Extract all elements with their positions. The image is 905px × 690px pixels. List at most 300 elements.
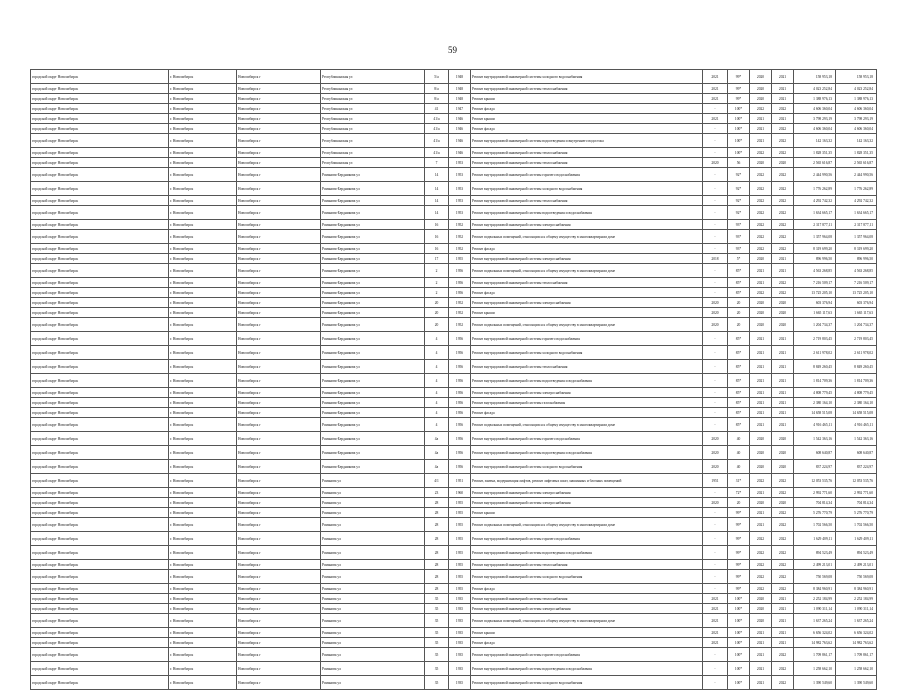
locality-cell: Новосибирск г: [237, 148, 321, 158]
plan-end-cell: 2022: [772, 648, 794, 662]
wear-percent-cell: 92*: [728, 206, 750, 220]
work-type-cell: Ремонт фасада: [471, 104, 703, 114]
house-number-cell: 35: [425, 662, 449, 676]
year-built-cell: 1956: [449, 288, 471, 298]
house-number-cell: 14: [425, 168, 449, 182]
street-cell: Республиканская ул: [321, 94, 425, 104]
street-cell: Романова ул: [321, 584, 425, 594]
table-row: [31, 298, 877, 308]
work-type-cell: Ремонт внутридомовой инженерной системы водоотведения и водоснабжения: [471, 546, 703, 560]
cost-cell: 1 814 709,36: [794, 374, 836, 388]
plan-end-cell: 2021: [772, 398, 794, 408]
table-row: [31, 398, 877, 408]
locality-cell: Новосибирск г: [237, 278, 321, 288]
cost-cell: 2 719 803,45: [794, 332, 836, 346]
plan-start-cell: 2022: [750, 570, 772, 584]
city-cell: г. Новосибирск: [169, 230, 237, 244]
cost-cell: 14 982 763,62: [794, 638, 836, 648]
plan-start-cell: 2022: [750, 230, 772, 244]
year-built-cell: 1952: [449, 318, 471, 332]
plan-start-cell: 2021: [750, 346, 772, 360]
cost-cell: 8 319 699,20: [794, 244, 836, 254]
table-row: [31, 628, 877, 638]
table-row: [31, 508, 877, 518]
municipality-cell: городской округ Новосибирск: [31, 158, 169, 168]
work-type-cell: Ремонт внутридомовой инженерной системы горячего водоснабжения: [471, 648, 703, 662]
locality-cell: Новосибирск г: [237, 498, 321, 508]
plan-start-cell: 2022: [750, 244, 772, 254]
year-built-cell: 1947: [449, 104, 471, 114]
wear-percent-cell: 100*: [728, 134, 750, 148]
wear-percent-cell: 100*: [728, 628, 750, 638]
wear-percent-cell: 85*: [728, 264, 750, 278]
year-built-cell: 1955: [449, 498, 471, 508]
city-cell: г. Новосибирск: [169, 638, 237, 648]
house-number-cell: 7: [425, 158, 449, 168]
municipality-cell: городской округ Новосибирск: [31, 614, 169, 628]
street-cell: Романова ул: [321, 614, 425, 628]
table-row: [31, 570, 877, 584]
wear-percent-cell: 40: [728, 432, 750, 446]
table-row: [31, 662, 877, 676]
locality-cell: Новосибирск г: [237, 308, 321, 318]
wear-percent-cell: 100*: [728, 662, 750, 676]
table-row: [31, 148, 877, 158]
locality-cell: Новосибирск г: [237, 182, 321, 196]
plan-start-cell: 2021: [750, 374, 772, 388]
municipality-cell: городской округ Новосибирск: [31, 518, 169, 532]
plan-start-cell: 2020: [750, 446, 772, 460]
year-built-cell: 1956: [449, 460, 471, 474]
last-repair-year-cell: -: [703, 560, 728, 570]
plan-end-cell: 2021: [772, 604, 794, 614]
locality-cell: Новосибирск г: [237, 676, 321, 690]
table-row: [31, 346, 877, 360]
house-number-cell: 4а: [425, 460, 449, 474]
total-cost-cell: 4 606 360,04: [836, 124, 877, 134]
plan-start-cell: 2021: [750, 388, 772, 398]
total-cost-cell: 14 658 515,08: [836, 408, 877, 418]
total-cost-cell: 4 563 268,85: [836, 264, 877, 278]
cost-cell: 4 916 465,11: [794, 418, 836, 432]
plan-end-cell: 2021: [772, 594, 794, 604]
house-number-cell: 4: [425, 398, 449, 408]
wear-percent-cell: 100*: [728, 614, 750, 628]
wear-percent-cell: 85*: [728, 360, 750, 374]
municipality-cell: городской округ Новосибирск: [31, 254, 169, 264]
last-repair-year-cell: 2021: [703, 114, 728, 124]
work-type-cell: Ремонт внутридомовой инженерной системы электроснабжения: [471, 388, 703, 398]
work-type-cell: Ремонт фасада: [471, 584, 703, 594]
locality-cell: Новосибирск г: [237, 346, 321, 360]
plan-start-cell: 2022: [750, 474, 772, 488]
year-built-cell: 1935: [449, 648, 471, 662]
street-cell: Республиканская ул: [321, 148, 425, 158]
municipality-cell: городской округ Новосибирск: [31, 560, 169, 570]
cost-cell: 750 569,08: [794, 570, 836, 584]
house-number-cell: 14: [425, 196, 449, 206]
work-type-cell: Ремонт фасада: [471, 408, 703, 418]
work-type-cell: Ремонт подвальных помещений, относящихся к общему имуществу в многоквартирном доме: [471, 614, 703, 628]
total-cost-cell: 2 719 803,45: [836, 332, 877, 346]
work-type-cell: Ремонт внутридомовой инженерной системы горячего водоснабжения: [471, 332, 703, 346]
cost-cell: 2 565 616,87: [794, 158, 836, 168]
last-repair-year-cell: -: [703, 264, 728, 278]
year-built-cell: 1955: [449, 570, 471, 584]
year-built-cell: 1955: [449, 532, 471, 546]
cost-cell: 603 376,94: [794, 298, 836, 308]
table-row: [31, 264, 877, 278]
year-built-cell: 1948: [449, 70, 471, 84]
locality-cell: Новосибирск г: [237, 488, 321, 498]
table-row: [31, 244, 877, 254]
locality-cell: Новосибирск г: [237, 638, 321, 648]
table-row: [31, 230, 877, 244]
last-repair-year-cell: -: [703, 230, 728, 244]
last-repair-year-cell: 2020: [703, 158, 728, 168]
total-cost-cell: 8 384 960,91: [836, 584, 877, 594]
city-cell: г. Новосибирск: [169, 148, 237, 158]
last-repair-year-cell: -: [703, 220, 728, 230]
last-repair-year-cell: -: [703, 244, 728, 254]
last-repair-year-cell: 2021: [703, 604, 728, 614]
municipality-cell: городской округ Новосибирск: [31, 648, 169, 662]
total-cost-cell: 750 569,08: [836, 570, 877, 584]
house-number-cell: 41: [425, 104, 449, 114]
total-cost-cell: 4 606 360,04: [836, 104, 877, 114]
house-number-cell: 16: [425, 230, 449, 244]
total-cost-cell: 4 023 252,84: [836, 84, 877, 94]
municipality-cell: городской округ Новосибирск: [31, 360, 169, 374]
street-cell: Романова ул: [321, 498, 425, 508]
city-cell: г. Новосибирск: [169, 546, 237, 560]
table-row: [31, 318, 877, 332]
year-built-cell: 1948: [449, 84, 471, 94]
house-number-cell: 28: [425, 584, 449, 594]
year-built-cell: 1956: [449, 360, 471, 374]
total-cost-cell: 2 317 877,11: [836, 220, 877, 230]
house-number-cell: 17: [425, 254, 449, 264]
house-number-cell: 23: [425, 488, 449, 498]
city-cell: г. Новосибирск: [169, 662, 237, 676]
city-cell: г. Новосибирск: [169, 158, 237, 168]
year-built-cell: 1946: [449, 114, 471, 124]
total-cost-cell: 3 798 293,19: [836, 114, 877, 124]
plan-end-cell: 2020: [772, 298, 794, 308]
house-number-cell: 4: [425, 418, 449, 432]
municipality-cell: городской округ Новосибирск: [31, 196, 169, 206]
last-repair-year-cell: -: [703, 148, 728, 158]
last-repair-year-cell: -: [703, 104, 728, 114]
table-row: [31, 532, 877, 546]
plan-start-cell: 2021: [750, 628, 772, 638]
locality-cell: Новосибирск г: [237, 460, 321, 474]
last-repair-year-cell: -: [703, 360, 728, 374]
house-number-cell: 28: [425, 498, 449, 508]
work-type-cell: Ремонт фасада: [471, 288, 703, 298]
street-cell: Романова-Бердникова ул: [321, 388, 425, 398]
cost-cell: 4 292 742,32: [794, 196, 836, 206]
house-number-cell: 4а: [425, 446, 449, 460]
city-cell: г. Новосибирск: [169, 288, 237, 298]
street-cell: Романова-Бердникова ул: [321, 220, 425, 230]
last-repair-year-cell: -: [703, 398, 728, 408]
table-row: [31, 614, 877, 628]
street-cell: Республиканская ул: [321, 84, 425, 94]
municipality-cell: городской округ Новосибирск: [31, 676, 169, 690]
plan-end-cell: 2021: [772, 94, 794, 104]
plan-start-cell: 2020: [750, 604, 772, 614]
plan-start-cell: 2022: [750, 288, 772, 298]
total-cost-cell: 704 814,34: [836, 498, 877, 508]
plan-end-cell: 2022: [772, 134, 794, 148]
street-cell: Романова-Бердникова ул: [321, 168, 425, 182]
last-repair-year-cell: 2018: [703, 254, 728, 264]
municipality-cell: городской округ Новосибирск: [31, 374, 169, 388]
year-built-cell: 1948: [449, 94, 471, 104]
cost-cell: 2 611 978,02: [794, 346, 836, 360]
street-cell: Романова-Бердникова ул: [321, 308, 425, 318]
total-cost-cell: 142 163,32: [836, 134, 877, 148]
year-built-cell: 1956: [449, 446, 471, 460]
year-built-cell: 1935: [449, 662, 471, 676]
table-row: [31, 604, 877, 614]
last-repair-year-cell: 2021: [703, 628, 728, 638]
plan-end-cell: 2021: [772, 70, 794, 84]
cost-cell: 5 276 770,79: [794, 508, 836, 518]
wear-percent-cell: 99*: [728, 570, 750, 584]
wear-percent-cell: 85*: [728, 278, 750, 288]
plan-end-cell: 2021: [772, 418, 794, 432]
street-cell: Романова-Бердникова ул: [321, 346, 425, 360]
plan-end-cell: 2022: [772, 532, 794, 546]
city-cell: г. Новосибирск: [169, 220, 237, 230]
plan-end-cell: 2020: [772, 158, 794, 168]
table-row: [31, 288, 877, 298]
plan-end-cell: 2020: [772, 446, 794, 460]
house-number-cell: 4/1: [425, 474, 449, 488]
work-type-cell: Ремонт внутридомовой инженерной системы теплоснабжения: [471, 196, 703, 206]
plan-start-cell: 2021: [750, 662, 772, 676]
city-cell: г. Новосибирск: [169, 264, 237, 278]
city-cell: г. Новосибирск: [169, 570, 237, 584]
street-cell: Республиканская ул: [321, 124, 425, 134]
last-repair-year-cell: 1951: [703, 474, 728, 488]
cost-cell: 1 776 262,89: [794, 182, 836, 196]
cost-cell: 12 053 535,76: [794, 474, 836, 488]
total-cost-cell: 2 380 164,10: [836, 398, 877, 408]
year-built-cell: 1955: [449, 254, 471, 264]
total-cost-cell: 2 992 771,60: [836, 488, 877, 498]
plan-start-cell: 2022: [750, 168, 772, 182]
wear-percent-cell: 99*: [728, 518, 750, 532]
cost-cell: 142 163,32: [794, 134, 836, 148]
total-cost-cell: 1 637 265,24: [836, 614, 877, 628]
locality-cell: Новосибирск г: [237, 584, 321, 594]
plan-start-cell: 2022: [750, 560, 772, 570]
wear-percent-cell: 85*: [728, 388, 750, 398]
plan-start-cell: 2021: [750, 134, 772, 148]
house-number-cell: 28: [425, 546, 449, 560]
house-number-cell: 20: [425, 308, 449, 318]
city-cell: г. Новосибирск: [169, 604, 237, 614]
locality-cell: Новосибирск г: [237, 196, 321, 206]
year-built-cell: 1946: [449, 124, 471, 134]
municipality-cell: городской округ Новосибирск: [31, 148, 169, 158]
municipality-cell: городской округ Новосибирск: [31, 346, 169, 360]
city-cell: г. Новосибирск: [169, 168, 237, 182]
plan-end-cell: 2022: [772, 474, 794, 488]
table-row: [31, 278, 877, 288]
street-cell: Романова ул: [321, 508, 425, 518]
municipality-cell: городской округ Новосибирск: [31, 84, 169, 94]
municipality-cell: городской округ Новосибирск: [31, 70, 169, 84]
plan-start-cell: 2020: [750, 460, 772, 474]
wear-percent-cell: 100*: [728, 638, 750, 648]
year-built-cell: 1956: [449, 388, 471, 398]
work-type-cell: Ремонт внутридомовой инженерной системы теплоснабжения: [471, 560, 703, 570]
locality-cell: Новосибирск г: [237, 418, 321, 432]
table-row: [31, 546, 877, 560]
year-built-cell: 1956: [449, 264, 471, 278]
work-type-cell: Ремонт подвальных помещений, относящихся к общему имуществу в многоквартирном доме: [471, 318, 703, 332]
work-type-cell: Ремонт крыши: [471, 508, 703, 518]
street-cell: Республиканская ул: [321, 158, 425, 168]
cost-cell: 894 523,49: [794, 546, 836, 560]
work-type-cell: Ремонт фасада: [471, 244, 703, 254]
wear-percent-cell: 99*: [728, 508, 750, 518]
city-cell: г. Новосибирск: [169, 614, 237, 628]
work-type-cell: Ремонт фасада: [471, 638, 703, 648]
cost-cell: 2 444 990,56: [794, 168, 836, 182]
total-cost-cell: 894 523,49: [836, 546, 877, 560]
work-type-cell: Ремонт внутридомовой инженерной системы водоотведения и водоснабжения: [471, 206, 703, 220]
table-row: [31, 134, 877, 148]
plan-start-cell: 2021: [750, 114, 772, 124]
last-repair-year-cell: -: [703, 124, 728, 134]
plan-end-cell: 2022: [772, 104, 794, 114]
total-cost-cell: 7 216 509,17: [836, 278, 877, 288]
year-built-cell: 1952: [449, 298, 471, 308]
city-cell: г. Новосибирск: [169, 532, 237, 546]
cost-cell: 6 656 324,02: [794, 628, 836, 638]
wear-percent-cell: 99*: [728, 70, 750, 84]
wear-percent-cell: 85*: [728, 408, 750, 418]
plan-end-cell: 2022: [772, 278, 794, 288]
locality-cell: Новосибирск г: [237, 298, 321, 308]
locality-cell: Новосибирск г: [237, 114, 321, 124]
municipality-cell: городской округ Новосибирск: [31, 488, 169, 498]
street-cell: Романова-Бердникова ул: [321, 288, 425, 298]
street-cell: Романова-Бердникова ул: [321, 278, 425, 288]
street-cell: Романова ул: [321, 532, 425, 546]
locality-cell: Новосибирск г: [237, 264, 321, 278]
cost-cell: 14 658 515,08: [794, 408, 836, 418]
wear-percent-cell: 85*: [728, 418, 750, 432]
work-type-cell: Ремонт фасада: [471, 124, 703, 134]
plan-start-cell: 2022: [750, 206, 772, 220]
table-row: [31, 104, 877, 114]
wear-percent-cell: 100*: [728, 676, 750, 690]
municipality-cell: городской округ Новосибирск: [31, 418, 169, 432]
plan-end-cell: 2022: [772, 244, 794, 254]
wear-percent-cell: 72*: [728, 488, 750, 498]
plan-start-cell: 2021: [750, 278, 772, 288]
work-type-cell: Ремонт внутридомовой инженерной системы водоотведения и водоснабжения: [471, 374, 703, 388]
house-number-cell: 8/а: [425, 94, 449, 104]
plan-start-cell: 2020: [750, 614, 772, 628]
city-cell: г. Новосибирск: [169, 278, 237, 288]
wear-percent-cell: 85*: [728, 346, 750, 360]
plan-start-cell: 2021: [750, 332, 772, 346]
work-type-cell: Ремонт внутридомовой инженерной системы горячего водоснабжения: [471, 432, 703, 446]
last-repair-year-cell: -: [703, 388, 728, 398]
cost-cell: 158 953,18: [794, 70, 836, 84]
year-built-cell: 1955: [449, 584, 471, 594]
total-cost-cell: 158 953,18: [836, 70, 877, 84]
plan-end-cell: 2022: [772, 488, 794, 498]
table-row: [31, 70, 877, 84]
street-cell: Романова-Бердникова ул: [321, 206, 425, 220]
plan-start-cell: 2021: [750, 360, 772, 374]
table-row: [31, 220, 877, 230]
cost-cell: 1 258 662,10: [794, 662, 836, 676]
house-number-cell: 41/а: [425, 134, 449, 148]
house-number-cell: 28: [425, 508, 449, 518]
total-cost-cell: 837 224,97: [836, 460, 877, 474]
street-cell: Романова-Бердникова ул: [321, 360, 425, 374]
city-cell: г. Новосибирск: [169, 254, 237, 264]
locality-cell: Новосибирск г: [237, 388, 321, 398]
plan-start-cell: 2022: [750, 546, 772, 560]
year-built-cell: 1953: [449, 168, 471, 182]
wear-percent-cell: 99*: [728, 94, 750, 104]
table-row: [31, 360, 877, 374]
work-type-cell: Ремонт внутридомовой инженерной системы холодного водоснабжения: [471, 346, 703, 360]
wear-percent-cell: 20: [728, 318, 750, 332]
municipality-cell: городской округ Новосибирск: [31, 498, 169, 508]
cost-cell: 1 542 363,16: [794, 432, 836, 446]
plan-end-cell: 2021: [772, 628, 794, 638]
cost-cell: 13 725 205,10: [794, 288, 836, 298]
table-row: [31, 518, 877, 532]
municipality-cell: городской округ Новосибирск: [31, 628, 169, 638]
wear-percent-cell: 99*: [728, 584, 750, 594]
plan-start-cell: 2022: [750, 584, 772, 594]
house-number-cell: 41/а: [425, 124, 449, 134]
city-cell: г. Новосибирск: [169, 518, 237, 532]
house-number-cell: 4: [425, 408, 449, 418]
street-cell: Романова ул: [321, 474, 425, 488]
last-repair-year-cell: -: [703, 408, 728, 418]
locality-cell: Новосибирск г: [237, 408, 321, 418]
locality-cell: Новосибирск г: [237, 570, 321, 584]
street-cell: Республиканская ул: [321, 70, 425, 84]
city-cell: г. Новосибирск: [169, 388, 237, 398]
plan-start-cell: 2020: [750, 498, 772, 508]
total-cost-cell: 1 258 662,10: [836, 662, 877, 676]
municipality-cell: городской округ Новосибирск: [31, 206, 169, 220]
year-built-cell: 1935: [449, 676, 471, 690]
wear-percent-cell: 99*: [728, 546, 750, 560]
cost-cell: 896 996,50: [794, 254, 836, 264]
city-cell: г. Новосибирск: [169, 374, 237, 388]
street-cell: Романова ул: [321, 488, 425, 498]
year-built-cell: 1951: [449, 474, 471, 488]
city-cell: г. Новосибирск: [169, 446, 237, 460]
last-repair-year-cell: 2021: [703, 84, 728, 94]
work-type-cell: Ремонт подвальных помещений, относящихся к общему имуществу в многоквартирном доме: [471, 230, 703, 244]
